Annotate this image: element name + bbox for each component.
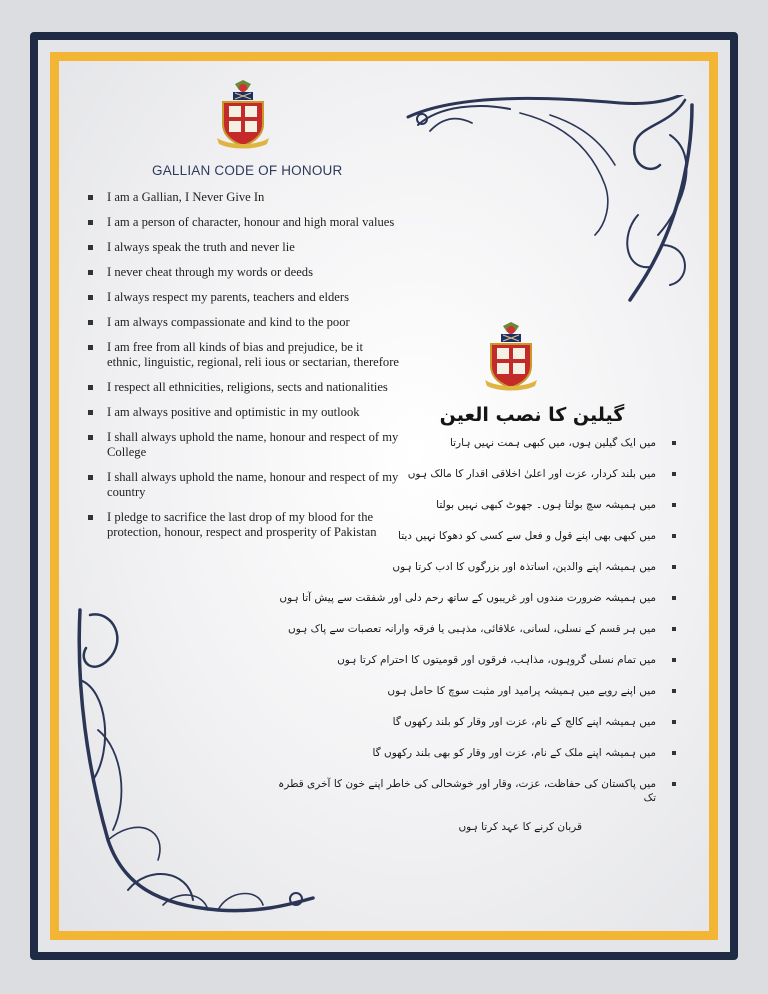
ornament-top-right: [400, 95, 700, 305]
bullet-square-icon: [672, 751, 676, 755]
bullet-square-icon: [88, 410, 93, 415]
list-item: I pledge to sacrifice the last drop of my blood for the protection, honour, respect and prosperity of Pakistan: [88, 510, 400, 540]
list-item: I respect all ethnicities, religions, sects and nationalities: [88, 380, 400, 395]
list-item: I shall always uphold the name, honour and respect of my College: [88, 430, 400, 460]
bullet-square-icon: [672, 472, 676, 476]
bullet-square-icon: [672, 689, 676, 693]
list-item: میں ہمیشہ ضرورت مندوں اور غریبوں کے ساتھ رحم دلی اور شفقت سے پیش آتا ہوں: [276, 585, 676, 616]
list-item: I am a Gallian, I Never Give In: [88, 190, 400, 205]
list-item: I am always compassionate and kind to the poor: [88, 315, 400, 330]
bullet-square-icon: [88, 385, 93, 390]
bullet-square-icon: [88, 475, 93, 480]
bullet-square-icon: [88, 295, 93, 300]
bullet-square-icon: [88, 270, 93, 275]
list-item: میں پاکستان کی حفاظت، عزت، وقار اور خوشحالی کی خاطر اپنے خون کا آخری قطرہ تک قربان کرنے کا عہد کرتا ہوں: [276, 771, 676, 834]
urdu-code-list: [276, 430, 676, 834]
bullet-square-icon: [672, 782, 676, 786]
list-item: I am a person of character, honour and high moral values: [88, 215, 400, 230]
list-item: میں ایک گیلین ہوں، میں کبھی ہمت نہیں ہارتا: [276, 430, 676, 461]
bullet-square-icon: [88, 435, 93, 440]
list-item: میں بلند کردار، عزت اور اعلیٰ اخلاقی اقدار کا مالک ہوں: [276, 461, 676, 492]
list-item: میں کبھی بھی اپنے قول و فعل سے کسی کو دھوکا نہیں دیتا: [276, 523, 676, 554]
bullet-square-icon: [672, 627, 676, 631]
bullet-square-icon: [672, 658, 676, 662]
bullet-square-icon: [88, 515, 93, 520]
bullet-square-icon: [88, 345, 93, 350]
list-item: I always speak the truth and never lie: [88, 240, 400, 255]
bullet-square-icon: [88, 245, 93, 250]
bullet-square-icon: [672, 534, 676, 538]
list-item: میں ہمیشہ سچ بولتا ہوں۔ جھوٹ کبھی نہیں بولتا: [276, 492, 676, 523]
urdu-title: گیلین کا نصب العین: [439, 404, 625, 426]
list-item: میں ہمیشہ اپنے ملک کے نام، عزت اور وقار کو بھی بلند رکھوں گا: [276, 740, 676, 771]
list-item: I am always positive and optimistic in my outlook: [88, 405, 400, 420]
list-item: I shall always uphold the name, honour and respect of my country: [88, 470, 400, 500]
bullet-square-icon: [88, 220, 93, 225]
urdu-last-line-continuation: قربان کرنے کا عہد کرتا ہوں: [458, 821, 582, 833]
bullet-square-icon: [672, 596, 676, 600]
english-title: GALLIAN CODE OF HONOUR: [152, 163, 343, 178]
college-crest-icon: [483, 322, 539, 392]
bullet-square-icon: [672, 565, 676, 569]
list-item: میں ہمیشہ اپنے کالج کے نام، عزت اور وقار کو بلند رکھوں گا: [276, 709, 676, 740]
college-crest-icon: [215, 80, 271, 150]
list-item: I never cheat through my words or deeds: [88, 265, 400, 280]
list-item: میں ہمیشہ اپنے والدین، اساتذہ اور بزرگوں کا ادب کرتا ہوں: [276, 554, 676, 585]
bullet-square-icon: [672, 503, 676, 507]
list-item: میں ہر قسم کے نسلی، لسانی، علاقائی، مذہبی یا فرقہ وارانہ تعصبات سے پاک ہوں: [276, 616, 676, 647]
list-item: میں تمام نسلی گروہوں، مذاہب، فرقوں اور قومیتوں کا احترام کرتا ہوں: [276, 647, 676, 678]
bullet-square-icon: [88, 195, 93, 200]
bullet-square-icon: [672, 720, 676, 724]
list-item: میں اپنے رویے میں ہمیشہ پرامید اور مثبت سوچ کا حامل ہوں: [276, 678, 676, 709]
list-item: I am free from all kinds of bias and prejudice, be it ethnic, linguistic, regional, reli ious or sectarian, therefore: [88, 340, 400, 370]
bullet-square-icon: [88, 320, 93, 325]
list-item: I always respect my parents, teachers and elders: [88, 290, 400, 305]
bullet-square-icon: [672, 441, 676, 445]
